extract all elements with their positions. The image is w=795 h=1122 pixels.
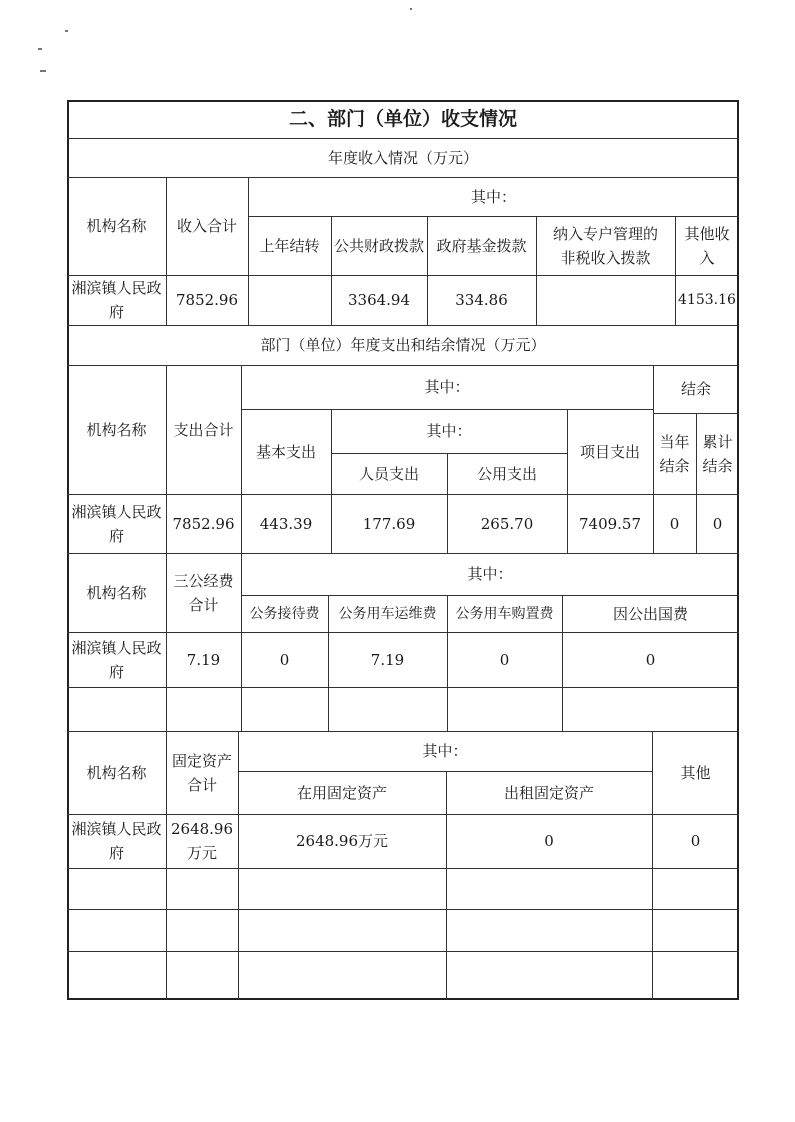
assets-col-other: 其他	[680, 763, 711, 782]
income-col-org: 机构名称	[86, 217, 147, 235]
sangong-row-reception: 0	[279, 650, 290, 669]
income-col-total: 收入合计	[176, 217, 237, 235]
assets-col-total: 固定资产合计	[172, 751, 233, 794]
income-row-gov-fund: 334.86	[455, 291, 508, 309]
scan-speck	[410, 8, 412, 10]
expense-row-public: 265.70	[480, 514, 534, 533]
sangong-col-car-purchase: 公务用车购置费	[455, 605, 554, 622]
income-heading: 年度收入情况（万元）	[327, 148, 478, 167]
income-row-org: 湘滨镇人民政府	[71, 279, 162, 321]
scan-speck	[65, 30, 68, 32]
sangong-among-label: 其中：	[467, 565, 513, 583]
expense-row-project: 7409.57	[578, 514, 642, 533]
sangong-row-org: 湘滨镇人民政府	[71, 638, 162, 681]
income-col-carryover: 上年结转	[259, 236, 320, 255]
income-col-other: 其他收入	[684, 224, 730, 267]
expense-heading: 部门（单位）年度支出和结余情况（万元）	[260, 336, 546, 354]
income-col-gov-fund: 政府基金拨款	[436, 236, 527, 255]
income-row-total: 7852.96	[175, 291, 239, 309]
sangong-col-car-maint: 公务用车运维费	[338, 605, 437, 622]
sangong-col-abroad: 因公出国费	[612, 604, 688, 623]
expense-row-total: 7852.96	[172, 514, 235, 533]
assets-col-in-use: 在用固定资产	[296, 783, 387, 802]
expense-row-balance-cum: 0	[712, 514, 723, 533]
sangong-row-car-purchase: 0	[499, 650, 510, 669]
sangong-col-org: 机构名称	[86, 583, 147, 602]
assets-row-total: 2648.96万元	[170, 820, 234, 862]
income-row-nontax	[536, 275, 675, 325]
expense-col-balance-cum: 累计结余	[702, 432, 733, 475]
expense-row-basic: 443.39	[259, 514, 313, 533]
assets-row-other: 0	[690, 832, 701, 850]
income-row-other: 4153.16	[678, 292, 736, 308]
assets-row-in-use: 2648.96万元	[295, 832, 389, 850]
expense-col-personnel: 人员支出	[358, 464, 419, 483]
sangong-row-total: 7.19	[186, 650, 221, 669]
assets-row-rented: 0	[544, 832, 554, 850]
expense-col-org: 机构名称	[86, 420, 147, 439]
income-among-label: 其中：	[470, 187, 516, 206]
expense-among-label: 其中：	[424, 378, 470, 396]
scan-speck	[38, 48, 42, 50]
expense-col-total: 支出合计	[173, 420, 234, 439]
income-col-nontax: 纳入专户管理的非税收入拨款	[552, 224, 658, 267]
income-row-public-finance: 3364.94	[347, 291, 411, 309]
expense-col-project: 项目支出	[579, 442, 640, 461]
assets-col-org: 机构名称	[86, 763, 147, 782]
expense-col-balance: 结余	[680, 380, 711, 398]
assets-col-rented: 出租固定资产	[503, 783, 594, 802]
expense-among-label-2: 其中：	[426, 422, 472, 440]
expense-row-org: 湘滨镇人民政府	[71, 502, 162, 545]
expense-row-personnel: 177.69	[362, 514, 416, 533]
income-row-carryover	[248, 275, 331, 325]
expense-row-balance-year: 0	[669, 514, 680, 533]
scan-speck	[40, 70, 46, 72]
assets-among-label: 其中：	[422, 742, 468, 760]
sangong-row-abroad: 0	[645, 650, 656, 669]
income-col-public-finance: 公共财政拨款	[333, 236, 424, 255]
page-title: 二、部门（单位）收支情况	[288, 108, 517, 130]
sangong-row-car-maint: 7.19	[370, 650, 405, 669]
assets-row-org: 湘滨镇人民政府	[71, 820, 162, 862]
expense-col-balance-year: 当年结余	[659, 432, 690, 475]
expense-col-basic: 基本支出	[255, 442, 316, 461]
sangong-col-reception: 公务接待费	[249, 605, 320, 622]
sangong-col-total: 三公经费合计	[173, 571, 234, 614]
expense-col-public: 公用支出	[476, 464, 537, 483]
